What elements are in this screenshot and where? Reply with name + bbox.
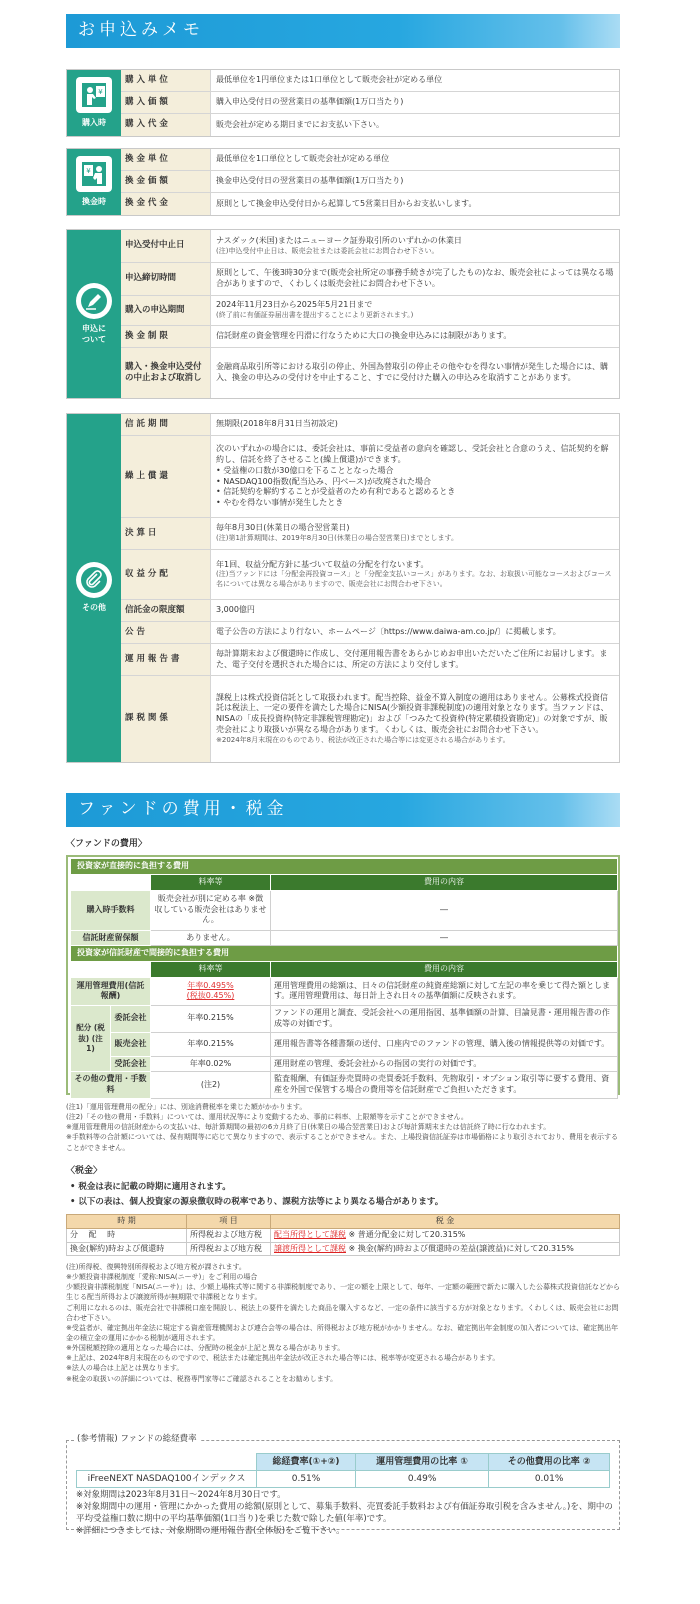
note-line: (注2)「その他の費用・手数料」については、運用状況等により変動するため、事前に料率、上限額等を示すことができません。 — [66, 1113, 468, 1122]
other-value — [211, 414, 619, 435]
tax-bullet-1: • 税金は表に記載の時期に適用されます。 — [70, 1182, 231, 1192]
apply-label: 申込締切時間 — [121, 263, 211, 295]
purchase-section — [66, 69, 620, 137]
direct-band: 投資家が直接的に負担する費用 — [71, 859, 618, 875]
ref-h-2: 運用管理費用の比率 ① — [356, 1454, 489, 1471]
tax-h-period: 時 期 — [67, 1215, 187, 1229]
fees-subtitle: 〈ファンドの費用〉 — [66, 839, 147, 849]
other-row — [121, 676, 619, 762]
tax-h-item: 項 目 — [187, 1215, 271, 1229]
other-fee-rate: (注2) — [151, 1072, 271, 1099]
note-line: ※手数料等の合計額については、保有期間等に応じて異なりますので、表示することができません。また、上場投資信託証券は市場価格により取引されており、費用を表示することができません。 — [66, 1133, 619, 1152]
other-label: 公 告 — [121, 622, 211, 643]
apply-side-label: 申込に ついて — [82, 324, 106, 344]
ref-table — [76, 1453, 610, 1488]
buy-fee-rate: 販売会社が別に定める率 ※徴収している販売会社はありません。 — [151, 890, 271, 930]
purchase-value: 販売会社が定める期日までにお支払い下さい。 — [216, 119, 384, 129]
other-text: 毎年8月30日(休業日の場合翌営業日) — [216, 523, 350, 533]
ref-h-3: その他費用の比率 ② — [489, 1454, 610, 1471]
redemption-value: 原則として換金申込受付日から起算して5営業日目からお支払いします。 — [216, 198, 477, 208]
other-row — [121, 600, 619, 622]
other-list-item: • やむを得ない事情が発生したとき — [216, 498, 614, 509]
tax-r1-value: 普通分配金に対して20.315% — [357, 1229, 466, 1239]
other-row — [121, 550, 619, 600]
redemption-value: 換金申込受付日の翌営業日の基準価額(1万口当たり) — [216, 176, 404, 186]
other-value — [211, 622, 619, 643]
apply-row — [121, 326, 619, 348]
alloc-label-1: 委託会社 — [111, 1005, 151, 1032]
apply-row — [121, 348, 619, 398]
redemption-row — [121, 193, 619, 215]
ref-title: (参考情報) ファンドの総経費率 — [74, 1434, 200, 1445]
apply-side — [67, 230, 121, 398]
split-label: 配分 (税抜) (注1) — [71, 1005, 111, 1071]
tax-r1-item: 所得税および地方税 — [187, 1228, 271, 1242]
redemption-label: 換 金 代 金 — [121, 193, 211, 215]
redemption-side-label: 換金時 — [82, 197, 106, 207]
rate-header: 料率等 — [151, 874, 271, 890]
other-row — [121, 414, 619, 436]
mgmt-label: 運用管理費用(信託報酬) — [71, 977, 151, 1005]
apply-value — [211, 230, 619, 262]
reserve-content: ― — [271, 930, 618, 946]
redemption-section — [66, 148, 620, 216]
other-label: 収 益 分 配 — [121, 550, 211, 599]
redemption-row — [121, 149, 619, 171]
buy-fee-content: ― — [271, 890, 618, 930]
purchase-icon — [76, 77, 112, 113]
note-line: (注1)「運用管理費用の配分」には、別途消費税率を乗じた額がかかります。 — [66, 1103, 307, 1111]
alloc-content-1: ファンドの運用と調査、受託会社への運用指図、基準価額の計算、目論見書・運用報告書の作成等の対価です。 — [271, 1005, 618, 1032]
tax-r2-item: 所得税および地方税 — [187, 1242, 271, 1256]
other-value — [211, 550, 619, 599]
purchase-value: 購入申込受付日の翌営業日の基準価額(1万口当たり) — [216, 97, 404, 107]
apply-value — [211, 263, 619, 295]
other-text: 課税上は株式投資信託として取扱われます。配当控除、益金不算入制度の適用はありません。公募株式投資信託は税法上、一定の要件を満たした場合にNISA(少額投資非課税制度)の適用対象となります。当ファンドは、NISAの「成長投資枠(特定非課税管理勘定)」および「つみたて投資枠(特定累積投資勘定)」の対象ですが、販売会社により取扱いが異なる場合があります。くわしくは、販売会社にお問合わせ下さい。 — [216, 692, 609, 735]
apply-label: 購入の申込期間 — [121, 296, 211, 325]
other-text: 次のいずれかの場合には、委託会社は、事前に受益者の意向を確認し、受託会社と合意のうえ、信託契約を解約し、信託を終了させること(繰上償還)ができます。 — [216, 444, 609, 464]
apply-value — [211, 296, 619, 325]
note-line: ※税金の取扱いの詳細については、税務専門家等にご確認されることをお勧めします。 — [66, 1374, 338, 1383]
tax-h-tax: 税 金 — [271, 1215, 620, 1229]
note-line: ※運用管理費用の信託財産からの支払いは、毎計算期間の最初の6カ月終了日(休業日の場合翌営業日)および毎計算期末または信託終了時に行なわれます。 — [66, 1123, 551, 1132]
other-label: 運 用 報 告 書 — [121, 644, 211, 675]
other-value — [211, 600, 619, 621]
note-line: ※少額投資非課税制度「愛称:NISA(ニーサ)」をご利用の場合 — [66, 1273, 258, 1282]
reserve-label: 信託財産留保額 — [71, 930, 151, 946]
other-row — [121, 518, 619, 550]
note-line: (注)所得税、復興特別所得税および地方税が課されます。 — [66, 1263, 246, 1271]
note-line: ※対象期間は2023年8月31日～2024年8月30日です。 — [76, 1490, 286, 1500]
tax-bullet-2: • 以下の表は、個人投資家の源泉徴収時の税率であり、課税方法等により異なる場合があります。 — [70, 1197, 444, 1207]
apply-note: (注)申込受付中止日は、販売会社または委託会社にお問合わせ下さい。 — [216, 246, 439, 255]
purchase-side — [67, 70, 121, 136]
other-text: 3,000億円 — [216, 605, 255, 615]
pencil-icon — [76, 283, 112, 319]
other-text: 電子公告の方法により行ない、ホームページ〔https://www.daiwa-am.co.jp/〕に掲載します。 — [216, 627, 561, 637]
other-note: ※2024年8月末現在のものであり、税法が改正された場合等には変更される場合があります。 — [216, 735, 510, 744]
apply-text: ナスダック(米国)またはニューヨーク証券取引所のいずれかの休業日 — [216, 235, 462, 245]
other-row — [121, 644, 619, 676]
redemption-label: 換 金 単 位 — [121, 149, 211, 170]
purchase-row — [121, 70, 619, 92]
note-line: ※上記は、2024年8月末現在のものですので、税法または確定拠出年金法が改正された場合等には、税率等が変更される場合があります。 — [66, 1354, 500, 1363]
mgmt-rate-net: (税抜0.45%) — [186, 991, 235, 1001]
note-line: ※外国税額控除の適用となった場合には、分配時の税金が上記と異なる場合があります。 — [66, 1344, 345, 1353]
mgmt-rate-gross: 年率0.495% — [187, 980, 234, 990]
other-note: (注)第1計算期間は、2019年8月30日(休業日の場合翌営業日)までとします。 — [216, 534, 458, 543]
note-line: ※詳細につきましては、対象期間の運用報告書(全体版)をご覧下さい。 — [76, 1525, 345, 1536]
other-list-item: • 信託契約を解約することが受益者のため有利であると認めるとき — [216, 487, 614, 498]
tax-r1-tax: 配当所得として課税 ※ 普通分配金に対して20.315% — [271, 1228, 620, 1242]
ref-total: 0.51% — [257, 1471, 356, 1488]
other-label: 決 算 日 — [121, 518, 211, 549]
redemption-side — [67, 149, 121, 215]
apply-note: (終了前に有価証券届出書を提出することにより更新されます。) — [216, 311, 414, 320]
other-row — [121, 436, 619, 518]
alloc-label-3: 受託会社 — [111, 1056, 151, 1072]
content-header-2: 費用の内容 — [271, 962, 618, 978]
other-list-item: • 受益権の口数が30億口を下ることとなった場合 — [216, 466, 614, 477]
tax-bullet-1-text: 税金は表に記載の時期に適用されます。 — [78, 1182, 231, 1192]
other-label: 課 税 関 係 — [121, 676, 211, 762]
redemption-icon — [76, 156, 112, 192]
fee-notes — [66, 1102, 622, 1153]
ref-notes — [76, 1490, 616, 1538]
apply-label: 申込受付中止日 — [121, 230, 211, 262]
mgmt-rate — [151, 977, 271, 1005]
svg-text:¥: ¥ — [86, 167, 91, 176]
other-fee-label: その他の費用・手数料 — [71, 1072, 151, 1099]
purchase-label: 購 入 単 位 — [121, 70, 211, 91]
ref-mgmt: 0.49% — [356, 1471, 489, 1488]
apply-text: 2024年11月23日から2025年5月21日まで — [216, 300, 373, 310]
alloc-content-2: 運用報告書等各種書類の送付、口座内でのファンドの管理、購入後の情報提供等の対価です。 — [271, 1032, 618, 1056]
apply-text: 信託財産の資金管理を円滑に行なうために大口の換金申込みには制限があります。 — [216, 331, 512, 341]
apply-row — [121, 230, 619, 263]
memo-title: お申込みメモ — [78, 20, 204, 40]
ref-other: 0.01% — [489, 1471, 610, 1488]
tax-subtitle: 〈税金〉 — [66, 1166, 103, 1176]
content-header: 費用の内容 — [271, 874, 618, 890]
other-value — [211, 644, 619, 675]
purchase-label: 購 入 価 額 — [121, 92, 211, 113]
apply-value — [211, 326, 619, 347]
purchase-row — [121, 114, 619, 136]
apply-text: 金融商品取引所等における取引の停止、外国為替取引の停止その他やむを得ない事情が発生した場合には、購入、換金の申込みの受付けを中止すること、すでに受付けた購入の申込みを取消すことがあります。 — [216, 362, 608, 382]
apply-value — [211, 348, 619, 398]
ref-h-1: 総経費率(①+②) — [257, 1454, 356, 1471]
other-side-label: その他 — [82, 603, 106, 613]
fee-table — [70, 858, 618, 1099]
apply-section — [66, 229, 620, 399]
note-line: ※受益者が、確定拠出年金法に規定する資産管理機関および連合会等の場合は、所得税および地方税がかかりません。なお、確定拠出年金制度の加入者については、確定拠出年金の積立金の運用にかかる税制が適用されます。 — [66, 1323, 619, 1342]
tax-r2-tax: 譲渡所得として課税 ※ 換金(解約)時および償還時の差益(譲渡益)に対して20.315% — [271, 1242, 620, 1256]
other-label: 繰 上 償 還 — [121, 436, 211, 517]
note-line: 少額投資非課税制度「NISA(ニーサ)」は、少額上場株式等に関する非課税制度であり、一定の額を上限として、毎年、一定額の範囲で新たに購入した公募株式投資信託などから生じる配当所得および譲渡所得が無期限で非課税となります。 — [66, 1283, 620, 1302]
alloc-rate-3: 年率0.02% — [151, 1056, 271, 1072]
other-row — [121, 622, 619, 644]
other-value — [211, 676, 619, 762]
apply-label: 換 金 制 限 — [121, 326, 211, 347]
purchase-side-label: 購入時 — [82, 118, 106, 128]
ref-h-0 — [77, 1454, 257, 1471]
tax-r2-period: 換金(解約)時および償還時 — [67, 1242, 187, 1256]
alloc-label-2: 販売会社 — [111, 1032, 151, 1056]
other-note: (注)当ファンドには「分配金再投資コース」と「分配金支払いコース」があります。なお、お取扱い可能なコースおよびコース名については異なる場合がありますので、販売会社にお問合わせ下さい。 — [216, 570, 612, 588]
other-label: 信託金の限度額 — [121, 600, 211, 621]
apply-label: 購入・換金申込受付の中止および取消し — [121, 348, 211, 398]
alloc-rate-2: 年率0.215% — [151, 1032, 271, 1056]
buy-fee-label: 購入時手数料 — [71, 890, 151, 930]
other-list-item: • NASDAQ100指数(配当込み、円ベース)が改廃された場合 — [216, 477, 614, 488]
other-label: 信 託 期 間 — [121, 414, 211, 435]
ref-fund-name: iFreeNEXT NASDAQ100インデックス — [77, 1471, 257, 1488]
note-line: ※法人の場合は上記とは異なります。 — [66, 1364, 184, 1373]
other-section — [66, 413, 620, 763]
fees-banner — [66, 793, 620, 827]
mgmt-content: 運用管理費用の総額は、日々の信託財産の純資産総額に対して左記の率を乗じて得た額とします。運用管理費用は、毎日計上され日々の基準価額に反映されます。 — [271, 977, 618, 1005]
tax-r2-kind: 譲渡所得として課税 — [274, 1243, 346, 1253]
svg-text:¥: ¥ — [98, 88, 103, 97]
tax-r1-period: 分 配 時 — [67, 1228, 187, 1242]
paperclip-icon — [76, 562, 112, 598]
apply-row — [121, 296, 619, 326]
apply-text: 原則として、午後3時30分まで(販売会社所定の事務手続きが完了したもの)なお、販売会社によっては異なる場合がありますので、くわしくは販売会社にお問合わせ下さい。 — [216, 268, 614, 288]
purchase-value: 最低単位を1円単位または1口単位として販売会社が定める単位 — [216, 75, 443, 85]
apply-row — [121, 263, 619, 296]
tax-notes — [66, 1262, 622, 1384]
other-value — [211, 518, 619, 549]
tax-bullet-2-text: 以下の表は、個人投資家の源泉徴収時の税率であり、課税方法等により異なる場合があります。 — [78, 1197, 444, 1207]
other-fee-content: 監査報酬、有価証券売買時の売買委託手数料、先物取引・オプション取引等に要する費用、資産を外国で保管する場合の費用等を信託財産でご負担いただきます。 — [271, 1072, 618, 1099]
indirect-band: 投資家が信託財産で間接的に負担する費用 — [71, 946, 618, 962]
fees-title: ファンドの費用・税金 — [78, 799, 288, 819]
other-side — [67, 414, 121, 762]
purchase-row — [121, 92, 619, 114]
tax-r2-value: 換金(解約)時および償還時の差益(譲渡益)に対して20.315% — [357, 1243, 574, 1253]
other-text: 年1回、収益分配方針に基づいて収益の分配を行ないます。 — [216, 559, 429, 569]
reserve-rate: ありません。 — [151, 930, 271, 946]
redemption-label: 換 金 価 額 — [121, 171, 211, 192]
alloc-rate-1: 年率0.215% — [151, 1005, 271, 1032]
other-list — [216, 466, 614, 509]
note-line: ※対象期間中の運用・管理にかかった費用の総額(原則として、募集手数料、売買委託手数料および有価証券取引税を含みません。)を、期中の平均受益権口数に期中の平均基準価額(1口当り)を乗じた数で除した値(年率)です。 — [76, 1501, 613, 1524]
other-value — [211, 436, 619, 517]
redemption-value: 最低単位を1口単位として販売会社が定める単位 — [216, 154, 390, 164]
tax-r1-kind: 配当所得として課税 — [274, 1229, 346, 1239]
rate-header-2: 料率等 — [151, 962, 271, 978]
other-text: 毎計算期末および償還時に作成し、交付運用報告書をあらかじめお申出いただいたご住所にお届けします。また、電子交付を選択された場合には、所定の方法により交付します。 — [216, 648, 608, 669]
memo-banner — [66, 14, 620, 48]
purchase-label: 購 入 代 金 — [121, 114, 211, 136]
alloc-content-3: 運用財産の管理、委託会社からの指図の実行の対価です。 — [271, 1056, 618, 1072]
redemption-row — [121, 171, 619, 193]
other-text: 無期限(2018年8月31日当初設定) — [216, 419, 338, 429]
tax-table — [66, 1214, 620, 1256]
note-line: ご利用になれるのは、販売会社で非課税口座を開設し、税法上の要件を満たした商品を購入するなど、一定の条件に該当する方が対象となります。くわしくは、販売会社にお問合わせ下さい。 — [66, 1303, 619, 1322]
